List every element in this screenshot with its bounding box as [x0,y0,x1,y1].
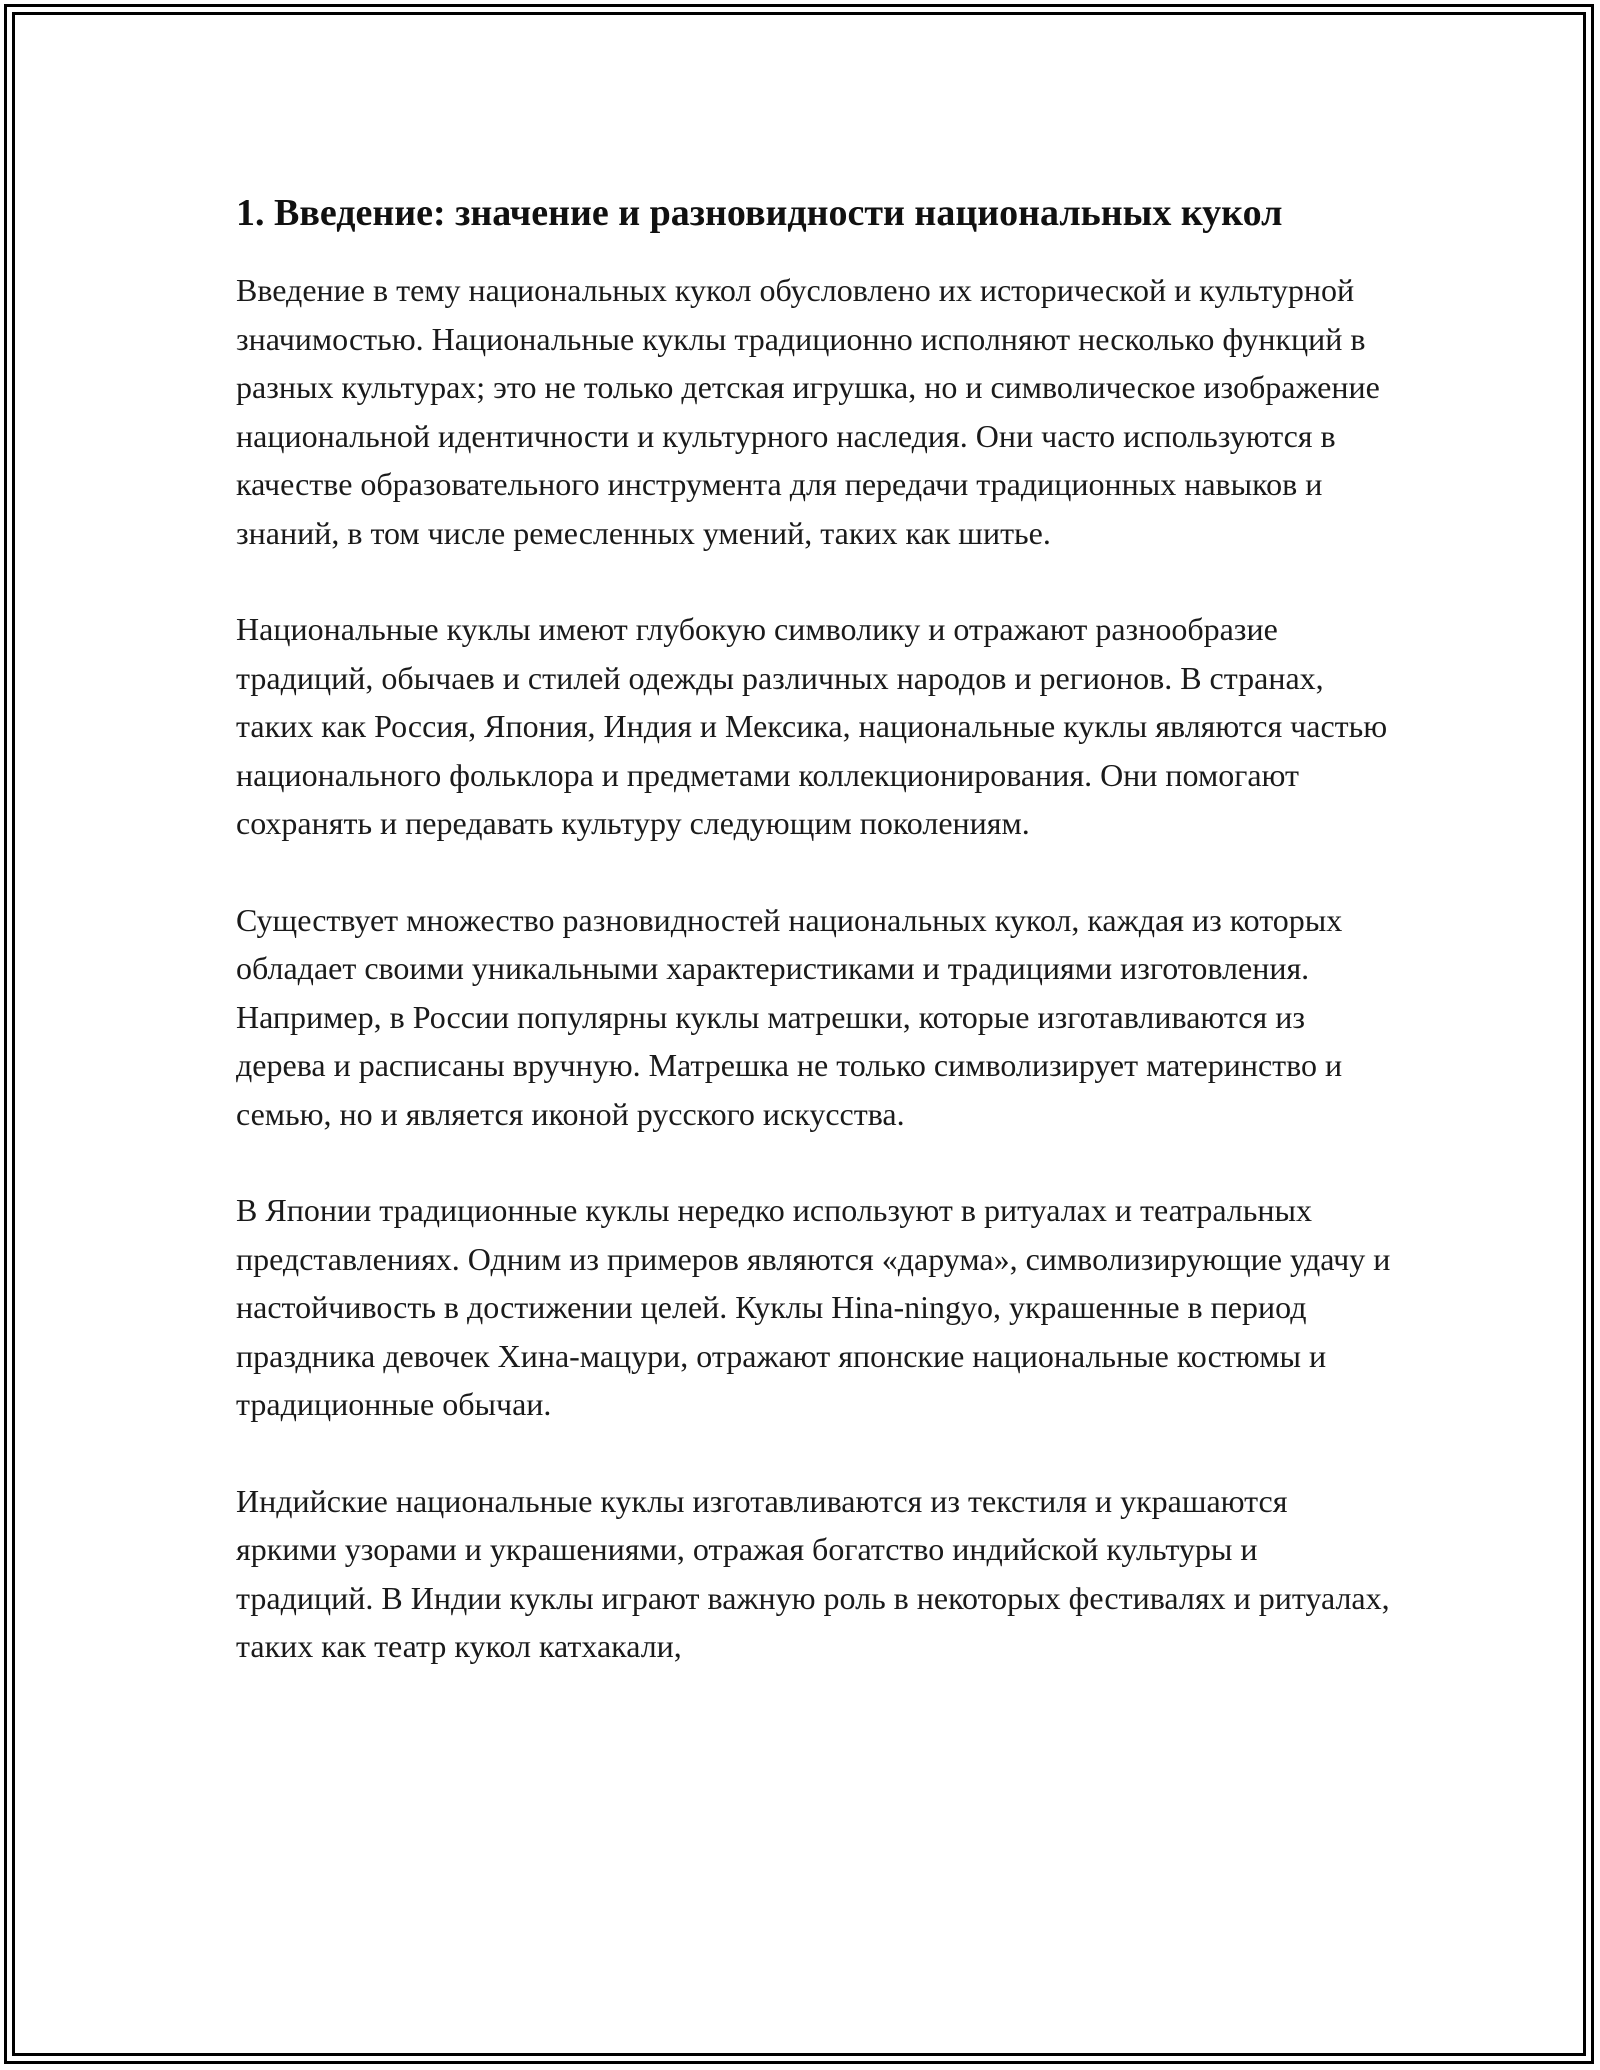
section-heading: 1. Введение: значение и разновидности национальных кукол [236,192,1283,234]
paragraph-1: Введение в тему национальных кукол обусловлено их исторической и культурной значимостью. Национальные куклы традиционно исполняют несколько функций в разных культурах; это не только детская игрушка, но и символическое изображение национальной идентичности и культурного наследия. Они часто используются в качестве образовательного инструмента для передачи традиционных навыков и знаний, в том числе ремесленных умений, таких как шитье. [236,272,1380,551]
paragraph-5: Индийские национальные куклы изготавливаются из текстиля и украшаются яркими узорами и украшениями, отражая богатство индийской культуры и традиций. В Индии куклы играют важную роль в некоторых фестивалях и ритуалах, таких как театр кукол катхакали, [236,1482,1390,1664]
paragraph-2: Национальные куклы имеют глубокую символику и отражают разнообразие традиций, обычаев и стилей одежды различных народов и регионов. В странах, таких как Россия, Япония, Индия и Мексика, национальные куклы являются частью национального фольклора и предметами коллекционирования. Они помогают сохранять и передавать культуру следующим поколениям. [236,611,1388,841]
paragraph-3: Существует множество разновидностей национальных кукол, каждая из которых обладает своими уникальными характеристиками и традициями изготовления. Например, в России популярны куклы матрешки, которые изготавливаются из дерева и расписаны вручную. Матрешка не только символизирует материнство и семью, но и является иконой русского искусства. [236,901,1343,1132]
paragraph-4: В Японии традиционные куклы нередко используют в ритуалах и театральных представлениях. Одним из примеров являются «дарума», символизирующие удачу и настойчивость в достижении целей. Куклы Hina-ningyo, украшенные в период праздника девочек Хина-мацури, отражают японские национальные костюмы и традиционные обычаи. [236,1192,1391,1422]
document-body [236,186,1396,1719]
